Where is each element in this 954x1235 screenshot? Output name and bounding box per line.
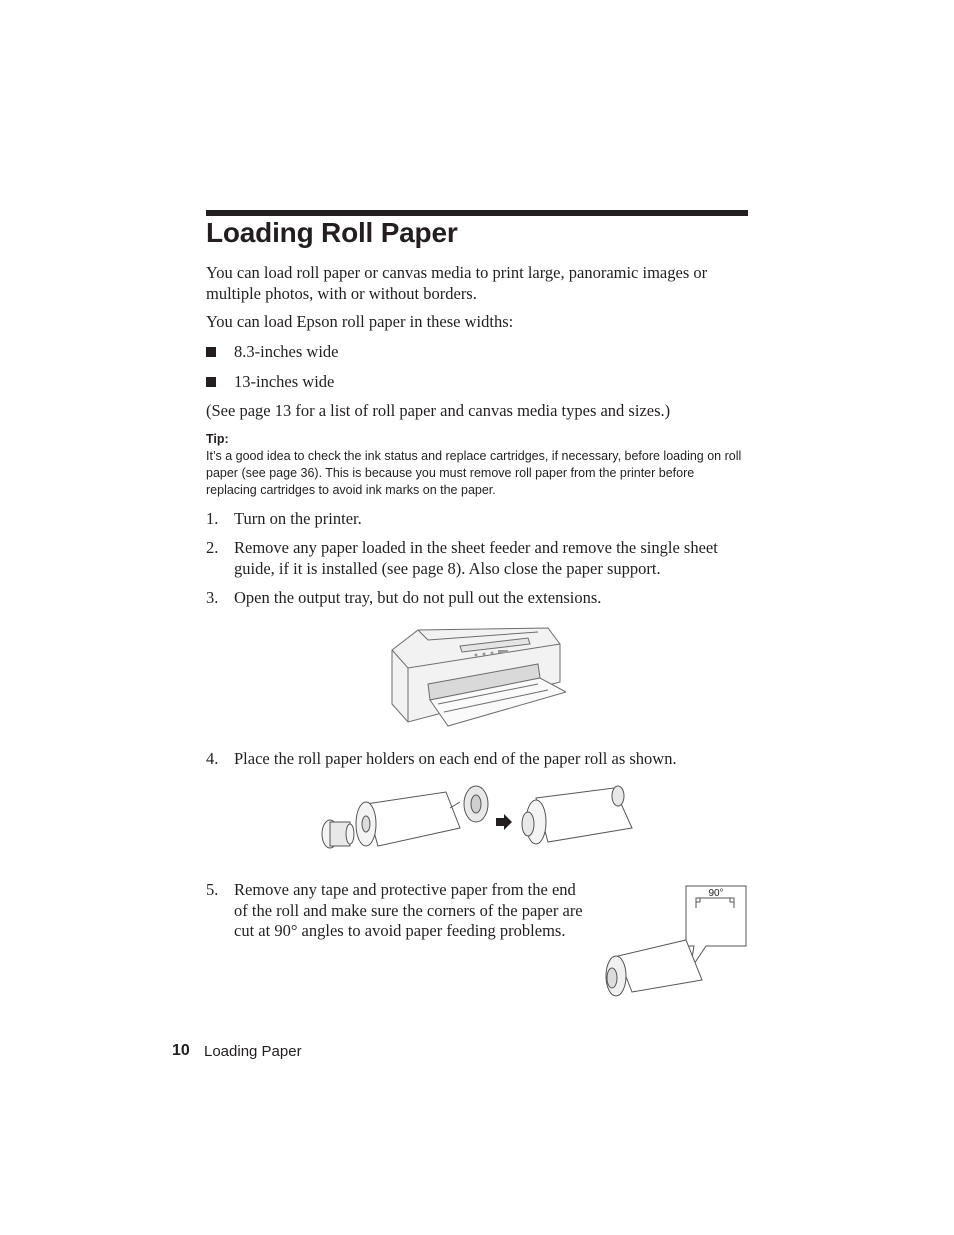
widths-intro: You can load Epson roll paper in these widths: [206,312,514,331]
list-item-text: 8.3-inches wide [234,342,339,361]
title-rule [206,210,748,216]
page-title: Loading Roll Paper [206,217,458,248]
step-number: 1. [206,509,219,528]
page-number: 10 [172,1042,190,1059]
step-1 [206,509,726,531]
step-number: 2. [206,538,219,557]
bullet-icon [206,377,216,387]
step-number: 3. [206,588,219,607]
roll-paper-holders-illustration [318,784,638,860]
step-4 [206,749,726,771]
step-2 [206,538,726,582]
footer-section: Loading Paper [204,1043,302,1060]
step-number: 5. [206,880,219,899]
tip-label: Tip: [206,432,229,446]
step-5 [206,880,586,946]
list-item-text: 13-inches wide [234,372,335,391]
printer-illustration [388,622,566,728]
step-text: Open the output tray, but do not pull out the extensions. [234,588,602,607]
step-3 [206,588,726,610]
intro-paragraph: You can load roll paper or canvas media to print large, panoramic images or multiple photos, with or without borders. [206,263,708,303]
step-text: Turn on the printer. [234,509,362,528]
see-page-note: (See page 13 for a list of roll paper and canvas media types and sizes.) [206,401,671,420]
list-item [206,342,726,364]
step-text: Place the roll paper holders on each end of the paper roll as shown. [234,749,677,768]
angle-label: 90° [708,888,724,899]
bullet-icon [206,347,216,357]
step-number: 4. [206,749,219,768]
step-text: Remove any tape and protective paper from the end of the roll and make sure the corners of the paper are cut at 90° angles to avoid paper feeding problems. [234,880,583,940]
paper-angle-illustration [598,884,750,1000]
step-text: Remove any paper loaded in the sheet feeder and remove the single sheet guide, if it is installed (see page 8). Also close the paper support. [234,538,718,578]
list-item [206,372,726,394]
tip-text: It’s a good idea to check the ink status and replace cartridges, if necessary, before loading on roll paper (see page 36). This is because you must remove roll paper from the printer before replacing cartridges to avoid ink marks on the paper. [206,449,742,497]
